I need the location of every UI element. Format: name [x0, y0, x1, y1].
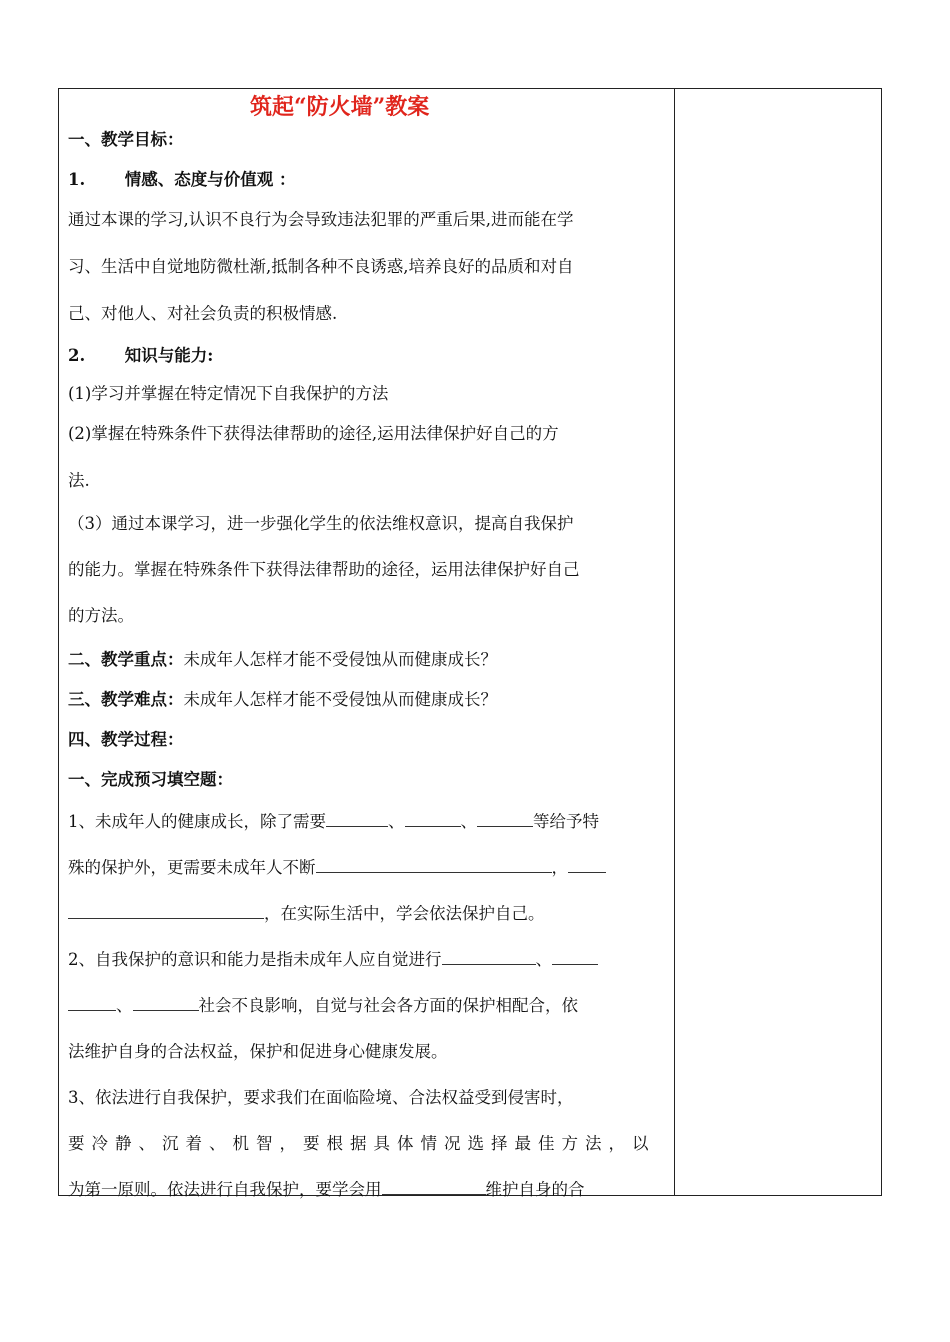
question-1-line-3: [68, 900, 545, 924]
document-title: 筑起“防火墙”教案: [250, 94, 430, 120]
item2-point: （3）通过本课学习，进一步强化学生的依法维权意识，提高自我保护: [68, 514, 574, 533]
item2-point: (2)掌握在特殊条件下获得法律帮助的途径,运用法律保护好自己的方: [68, 424, 559, 443]
question-text: 1、未成年人的健康成长，除了需要: [68, 812, 326, 831]
item1-text-line: 习、生活中自觉地防微杜渐,抵制各种不良诱惑,培养良好的品质和对自: [68, 257, 574, 276]
fill-blank[interactable]: [316, 871, 552, 873]
fill-blank[interactable]: [382, 1193, 486, 1195]
item1-number: 1.: [68, 170, 86, 189]
question-text: 维护自身的合: [485, 1180, 585, 1199]
question-text: 2、自我保护的意识和能力是指未成年人应自觉进行: [68, 950, 442, 969]
process-heading: 四、教学过程：: [68, 730, 184, 749]
item2-point: 法.: [68, 471, 90, 490]
item2-number: 2.: [68, 346, 86, 365]
fill-blank[interactable]: [442, 963, 536, 965]
item2-label: 知识与能力:: [124, 346, 214, 365]
key-point-label: 二、教学重点：: [68, 650, 184, 669]
item1-text-line: 己、对他人、对社会负责的积极情感.: [68, 304, 338, 323]
fill-blank[interactable]: [68, 917, 264, 919]
difficulty-row: [68, 686, 497, 710]
question-2-line-2: [68, 992, 578, 1016]
item2-point: 的能力。掌握在特殊条件下获得法律帮助的途径，运用法律保护好自己: [68, 560, 580, 579]
item2-point: 的方法。: [68, 606, 134, 625]
item2-point: (1)学习并掌握在特定情况下自我保护的方法: [68, 384, 389, 403]
question-text: 等给予特: [533, 812, 599, 831]
key-point-text: 未成年人怎样才能不受侵蚀从而健康成长？: [183, 650, 497, 669]
question-3-line-1: 3、依法进行自我保护，要求我们在面临险境、合法权益受到侵害时，: [68, 1088, 574, 1107]
difficulty-text: 未成年人怎样才能不受侵蚀从而健康成长？: [183, 690, 497, 709]
lesson-content: [68, 90, 666, 1199]
column-divider: [674, 88, 675, 1196]
question-2-line-3: 法维护自身的合法权益，保护和促进身心健康发展。: [68, 1042, 448, 1061]
fill-blank[interactable]: [477, 825, 533, 827]
fill-blank[interactable]: [326, 825, 388, 827]
separator: 、: [460, 812, 477, 831]
fill-blank[interactable]: [568, 871, 606, 873]
fill-blank[interactable]: [405, 825, 461, 827]
key-point-row: [68, 646, 497, 670]
fill-blank[interactable]: [133, 1009, 199, 1011]
question-text: ，在实际生活中，学会依法保护自己。: [264, 904, 545, 923]
objectives-heading: 一、教学目标：: [68, 130, 184, 149]
item1-text-line: 通过本课的学习,认识不良行为会导致违法犯罪的严重后果,进而能在学: [68, 210, 574, 229]
preview-heading: 一、完成预习填空题：: [68, 770, 233, 789]
fill-blank[interactable]: [552, 963, 598, 965]
question-1-line-2: [68, 854, 606, 878]
question-text: 社会不良影响，自觉与社会各方面的保护相配合，依: [198, 996, 578, 1015]
item1-heading: [68, 166, 295, 190]
separator: 、: [116, 996, 133, 1015]
item2-heading: [68, 342, 213, 366]
separator: 、: [388, 812, 405, 831]
question-3-line-2: 要冷静、沉着、机智，要根据具体情况选择最佳方法，以: [68, 1134, 656, 1153]
separator: 、: [535, 950, 552, 969]
fill-blank[interactable]: [68, 1009, 116, 1011]
question-3-line-3: [68, 1176, 585, 1200]
question-2-line-1: [68, 946, 598, 970]
separator: ，: [551, 858, 568, 877]
item1-label: 情感、态度与价值观 ：: [124, 170, 296, 189]
question-text: 为第一原则。依法进行自我保护，要学会用: [68, 1180, 382, 1199]
question-1-line-1: [68, 808, 599, 832]
question-text: 殊的保护外，更需要未成年人不断: [68, 858, 316, 877]
difficulty-label: 三、教学难点：: [68, 690, 184, 709]
